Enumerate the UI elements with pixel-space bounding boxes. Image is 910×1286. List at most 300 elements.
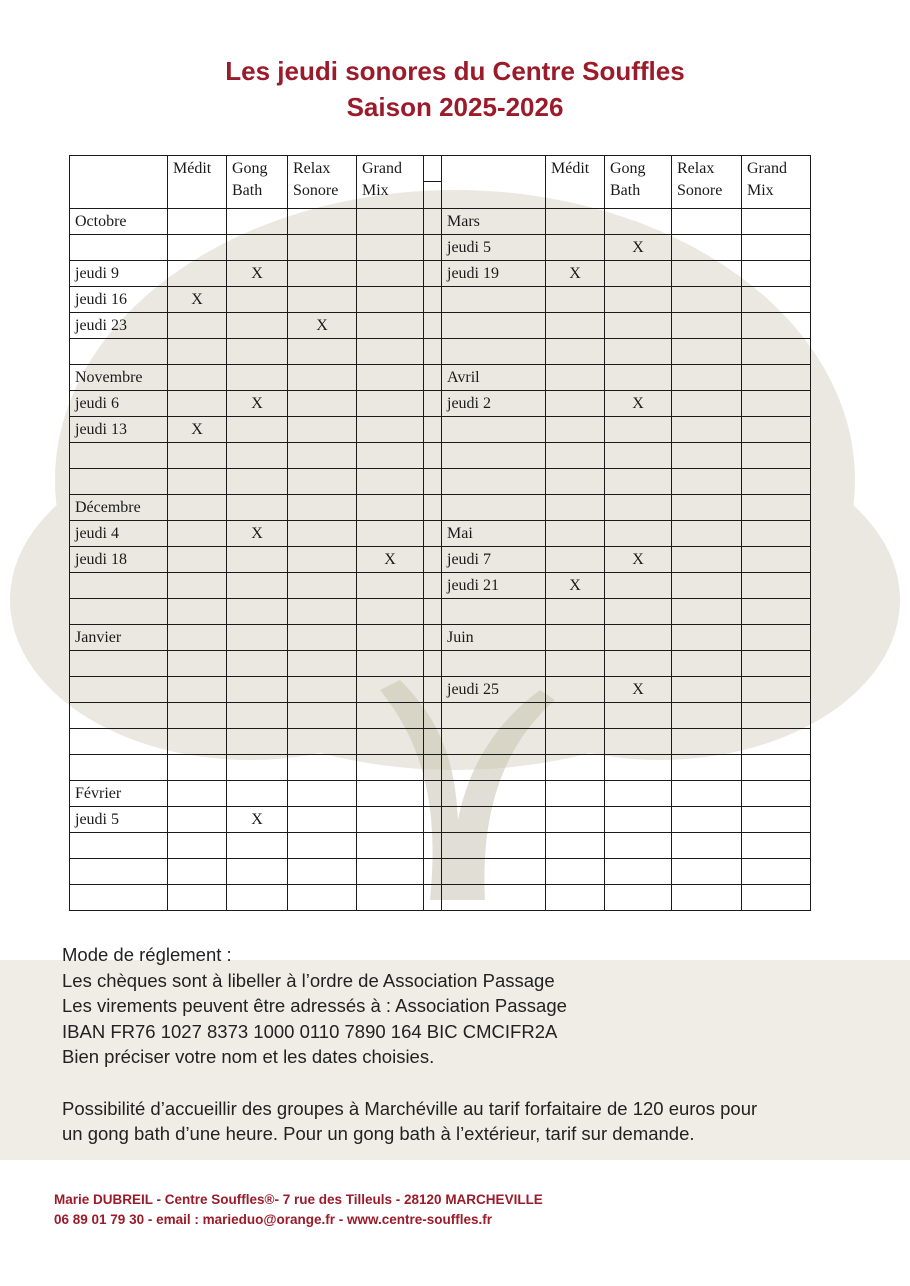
mark-cell [168,807,227,833]
date-cell [442,807,546,833]
mark-cell [357,417,424,443]
separator-cell [424,781,442,807]
mark-cell [168,573,227,599]
groups-line-1: Possibilité d’accueillir des groupes à Marchéville au tarif forfaitaire de 120 euros pour [62,1097,758,1119]
table-row [70,729,811,755]
mark-cell [546,625,605,651]
mark-cell [168,677,227,703]
mark-cell [605,313,672,339]
mark-cell [546,833,605,859]
header-label: Grand [747,160,787,177]
mark-cell [227,885,288,911]
mark-cell [168,703,227,729]
separator-cell [424,547,442,573]
mark-cell [168,365,227,391]
header-label: Médit [551,160,590,177]
footer-address: Marie DUBREIL - Centre Souffles®- 7 rue des Tilleuls - 28120 MARCHEVILLE [54,1192,543,1207]
table-row [70,703,811,729]
mark-cell [227,729,288,755]
page-title: Les jeudi sonores du Centre Souffles [225,56,685,86]
footer-contact [54,1190,543,1230]
mark-cell [546,495,605,521]
mark-cell [227,417,288,443]
mark-cell [605,651,672,677]
header-label: Relax [677,160,715,177]
mark-cell: X [357,547,424,573]
mark-cell [357,365,424,391]
mark-cell [288,573,357,599]
separator-cell [424,833,442,859]
separator-cell [424,313,442,339]
mark-cell [672,625,742,651]
mark-cell [357,443,424,469]
mark-cell [546,339,605,365]
mark-cell [672,287,742,313]
mark-cell [357,521,424,547]
mark-cell [288,755,357,781]
mark-cell [357,807,424,833]
mark-cell [605,729,672,755]
header-left-col-3 [357,156,424,209]
separator-cell [424,469,442,495]
mark-cell [227,209,288,235]
mark-cell [742,235,811,261]
mark-cell [605,495,672,521]
date-cell [70,469,168,495]
mark-cell [742,703,811,729]
mark-cell [546,677,605,703]
date-cell [442,833,546,859]
mark-cell [546,885,605,911]
payment-iban-line: IBAN FR76 1027 8373 1000 0110 7890 164 BIC CMCIFR2A [62,1020,558,1042]
payment-note-line: Bien préciser votre nom et les dates choisies. [62,1046,435,1067]
mark-cell [357,833,424,859]
mark-cell [168,443,227,469]
mark-cell [227,547,288,573]
mark-cell [672,313,742,339]
date-cell [70,859,168,885]
mark-cell [742,781,811,807]
separator-cell [424,521,442,547]
table-row [70,521,811,547]
header-label: Bath [232,182,263,199]
table-row [70,677,811,703]
mark-cell [672,339,742,365]
table-row [70,625,811,651]
mark-cell [288,469,357,495]
mark-cell [227,859,288,885]
mark-cell [605,573,672,599]
header-label: Sonore [293,182,339,199]
separator-cell [424,677,442,703]
payment-cheque-line: Les chèques sont à libeller à l’ordre de Association Passage [62,969,555,991]
mark-cell [672,599,742,625]
mark-cell [357,651,424,677]
mark-cell [742,755,811,781]
mark-cell [672,261,742,287]
mark-cell [605,443,672,469]
separator-cell [424,443,442,469]
date-cell: jeudi 2 [442,391,546,417]
table-row [70,755,811,781]
mark-cell [546,365,605,391]
mark-cell [546,547,605,573]
mark-cell [742,885,811,911]
mark-cell [742,495,811,521]
mark-cell: X [168,287,227,313]
mark-cell [672,417,742,443]
mark-cell [742,729,811,755]
date-cell: Novembre [70,365,168,391]
header-left-col-1 [227,156,288,209]
payment-heading: Mode de réglement : [62,944,232,965]
table-row [70,261,811,287]
mark-cell [605,599,672,625]
table-row [70,547,811,573]
mark-cell [672,651,742,677]
date-cell: jeudi 9 [70,261,168,287]
date-cell [442,417,546,443]
separator-cell [424,573,442,599]
mark-cell [288,391,357,417]
mark-cell [672,365,742,391]
mark-cell [288,521,357,547]
mark-cell [742,339,811,365]
date-cell [442,781,546,807]
date-cell [442,651,546,677]
mark-cell [742,599,811,625]
date-cell [70,573,168,599]
table-header-row [70,156,811,209]
mark-cell [605,469,672,495]
mark-cell [605,859,672,885]
mark-cell: X [546,573,605,599]
header-label: Médit [173,160,212,177]
mark-cell [672,573,742,599]
date-cell: Décembre [70,495,168,521]
date-cell [70,443,168,469]
mark-cell [288,287,357,313]
mark-cell [672,703,742,729]
mark-cell [288,729,357,755]
mark-cell [168,859,227,885]
separator-cell [424,209,442,235]
date-cell: jeudi 23 [70,313,168,339]
table-row [70,573,811,599]
mark-cell: X [546,261,605,287]
mark-cell: X [605,677,672,703]
separator-cell [424,625,442,651]
mark-cell [227,703,288,729]
mark-cell [742,651,811,677]
mark-cell [227,339,288,365]
mark-cell [168,781,227,807]
mark-cell: X [227,261,288,287]
mark-cell [672,677,742,703]
mark-cell [357,703,424,729]
date-cell [70,651,168,677]
table-row [70,313,811,339]
mark-cell [357,209,424,235]
mark-cell [546,235,605,261]
date-cell [442,287,546,313]
mark-cell [742,573,811,599]
mark-cell [605,755,672,781]
separator-cell [424,339,442,365]
table-row [70,417,811,443]
mark-cell [357,391,424,417]
mark-cell [605,625,672,651]
mark-cell: X [605,235,672,261]
mark-cell [288,625,357,651]
date-cell: jeudi 18 [70,547,168,573]
mark-cell [168,469,227,495]
mark-cell [357,755,424,781]
mark-cell [605,209,672,235]
mark-cell [357,469,424,495]
mark-cell [672,235,742,261]
mark-cell [288,781,357,807]
mark-cell [546,313,605,339]
mark-cell [546,703,605,729]
mark-cell [546,599,605,625]
mark-cell [605,365,672,391]
header-right-col-0 [546,156,605,209]
date-cell [442,599,546,625]
mark-cell [288,443,357,469]
mark-cell: X [605,391,672,417]
mark-cell [742,261,811,287]
mark-cell [672,755,742,781]
mark-cell [288,495,357,521]
mark-cell [605,521,672,547]
mark-cell [357,885,424,911]
mark-cell [288,261,357,287]
mark-cell [605,781,672,807]
mark-cell [227,781,288,807]
mark-cell [357,625,424,651]
separator-cell [424,417,442,443]
mark-cell [168,391,227,417]
mark-cell [288,807,357,833]
mark-cell [288,417,357,443]
date-cell: jeudi 4 [70,521,168,547]
mark-cell [672,209,742,235]
mark-cell [672,833,742,859]
table-row [70,209,811,235]
mark-cell [227,833,288,859]
mark-cell [672,521,742,547]
table-row [70,365,811,391]
separator-cell [424,807,442,833]
mark-cell [546,391,605,417]
table-row [70,885,811,911]
separator-cell [424,261,442,287]
table-row [70,443,811,469]
separator-cell [424,287,442,313]
mark-cell [605,807,672,833]
header-left-col-2 [288,156,357,209]
groups-line-2: un gong bath d’une heure. Pour un gong bath à l’extérieur, tarif sur demande. [62,1123,695,1144]
mark-cell [546,209,605,235]
mark-cell [227,443,288,469]
table-row [70,807,811,833]
mark-cell [672,781,742,807]
mark-cell [357,859,424,885]
date-cell [70,885,168,911]
mark-cell [546,781,605,807]
mark-cell [672,469,742,495]
mark-cell [357,729,424,755]
header-label: Relax [293,160,331,177]
mark-cell [168,651,227,677]
separator-cell [424,755,442,781]
date-cell [70,703,168,729]
date-cell: Mai [442,521,546,547]
date-cell: jeudi 16 [70,287,168,313]
date-cell [70,729,168,755]
date-cell [442,703,546,729]
schedule-table [69,155,811,911]
mark-cell [288,885,357,911]
separator-cell [424,365,442,391]
date-cell: jeudi 25 [442,677,546,703]
date-cell [442,443,546,469]
mark-cell [742,833,811,859]
date-cell [70,677,168,703]
date-cell: Février [70,781,168,807]
mark-cell [288,703,357,729]
date-cell [442,755,546,781]
header-label: Gong [232,160,268,177]
separator-cell [424,885,442,911]
mark-cell [227,495,288,521]
mark-cell [546,521,605,547]
separator-cell [424,703,442,729]
separator-cell [424,495,442,521]
mark-cell [546,287,605,313]
mark-cell [288,339,357,365]
mark-cell [227,235,288,261]
date-cell: Juin [442,625,546,651]
date-cell [442,729,546,755]
date-cell: jeudi 6 [70,391,168,417]
mark-cell [168,313,227,339]
mark-cell [546,469,605,495]
mark-cell [672,495,742,521]
date-cell: jeudi 13 [70,417,168,443]
mark-cell [357,781,424,807]
mark-cell [742,677,811,703]
mark-cell [742,391,811,417]
separator-cell [424,651,442,677]
mark-cell [605,287,672,313]
mark-cell [546,755,605,781]
mark-cell [227,287,288,313]
mark-cell [605,833,672,859]
mark-cell [357,677,424,703]
date-cell: jeudi 21 [442,573,546,599]
table-row [70,391,811,417]
mark-cell [288,651,357,677]
mark-cell [672,807,742,833]
mark-cell [288,599,357,625]
mark-cell [672,729,742,755]
mark-cell [742,417,811,443]
mark-cell [742,859,811,885]
column-separator [424,156,442,209]
mark-cell [672,885,742,911]
date-cell: Octobre [70,209,168,235]
mark-cell [605,339,672,365]
header-right-col-1 [605,156,672,209]
mark-cell [227,755,288,781]
mark-cell: X [168,417,227,443]
payment-info [62,942,862,1147]
table-row [70,235,811,261]
mark-cell [605,417,672,443]
mark-cell [227,625,288,651]
mark-cell [227,677,288,703]
mark-cell: X [605,547,672,573]
table-row [70,651,811,677]
mark-cell [288,677,357,703]
mark-cell [168,599,227,625]
separator-cell [424,391,442,417]
mark-cell [168,625,227,651]
table-row [70,599,811,625]
header-label: Mix [362,182,389,199]
mark-cell [168,209,227,235]
mark-cell [227,599,288,625]
date-cell [442,313,546,339]
mark-cell [168,521,227,547]
mark-cell [357,599,424,625]
mark-cell [605,261,672,287]
mark-cell [357,313,424,339]
mark-cell [168,235,227,261]
mark-cell [288,235,357,261]
footer-phone-email: 06 89 01 79 30 - email : marieduo@orange.fr - www.centre-souffles.fr [54,1212,493,1227]
mark-cell [742,287,811,313]
date-cell: jeudi 5 [442,235,546,261]
mark-cell [227,365,288,391]
table-row [70,287,811,313]
date-cell: jeudi 5 [70,807,168,833]
header-label: Bath [610,182,641,199]
mark-cell [672,547,742,573]
mark-cell [357,573,424,599]
mark-cell [742,209,811,235]
date-cell: Janvier [70,625,168,651]
mark-cell [742,313,811,339]
separator-cell [424,729,442,755]
mark-cell [742,365,811,391]
payment-transfer-line: Les virements peuvent être adressés à : Association Passage [62,995,567,1016]
mark-cell [168,755,227,781]
mark-cell [227,573,288,599]
table-row [70,781,811,807]
mark-cell [672,859,742,885]
mark-cell [546,807,605,833]
date-cell [70,833,168,859]
mark-cell [546,859,605,885]
mark-cell [742,547,811,573]
mark-cell [288,365,357,391]
mark-cell [357,235,424,261]
mark-cell [227,651,288,677]
mark-cell [168,729,227,755]
